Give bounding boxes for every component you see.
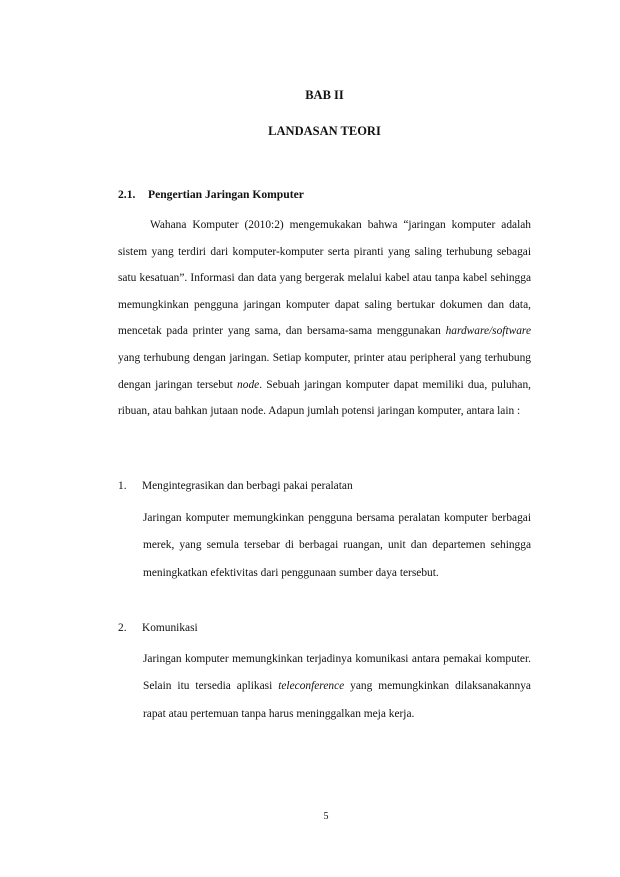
body-paragraph (118, 212, 531, 425)
paragraph-italic-node: node (237, 378, 260, 391)
paragraph-italic-hardware-software: hardware/software (445, 325, 531, 338)
list-desc-text-1: Jaringan komputer memungkinkan terjadinya komunikasi antara pemakai komputer. Selain itu tersedia aplikasi (143, 653, 531, 693)
page-number: 5 (323, 811, 329, 822)
list-item-description: Jaringan komputer memungkinkan pengguna bersama peralatan komputer berbagai merek, yang semula tersebar di berbagai ruangan, unit dan departemen sehingga meningkatkan efektivitas dari penggunaan sumber daya tersebut. (143, 512, 531, 579)
chapter-label: BAB II (305, 88, 344, 102)
paragraph-text-1: Wahana Komputer (2010:2) mengemukakan bahwa “jaringan komputer adalah sistem yang terdiri dari komputer-komputer serta piranti yang saling terhubung sebagai satu kesatuan”. Informasi dan data yang bergerak melalui kabel atau tanpa kabel sehingga memungkinkan pengguna jaringan komputer dapat saling bertukar dokumen dan data, mencetak pada printer yang sama, dan bersama-sama menggunakan (118, 219, 531, 338)
paragraph-text-3: . Sebuah jaringan komputer dapat memiliki dua, puluhan, ribuan, atau bahkan jutaan node. Adapun jumlah potensi jaringan komputer, antara lain : (118, 378, 531, 418)
list-desc-italic-teleconference: teleconference (278, 680, 345, 693)
list-item-description (143, 646, 531, 728)
chapter-title: LANDASAN TEORI (268, 124, 381, 138)
list-number: 2. (118, 622, 127, 634)
section-heading (118, 188, 304, 201)
list-number: 1. (118, 480, 127, 492)
section-title: Pengertian Jaringan Komputer (148, 188, 304, 201)
list-item (118, 622, 531, 634)
section-number: 2.1. (118, 188, 136, 201)
list-desc-text-2: yang memungkinkan dilaksanakannya rapat atau pertemuan tanpa harus meninggalkan meja kerja. (143, 680, 531, 720)
list-item-title: Mengintegrasikan dan berbagi pakai peralatan (142, 480, 353, 492)
list-item-title: Komunikasi (142, 622, 198, 634)
paragraph-text-2: yang terhubung dengan jaringan. Setiap komputer, printer atau peripheral yang terhubung dengan jaringan tersebut (118, 351, 531, 391)
list-item (118, 480, 531, 492)
